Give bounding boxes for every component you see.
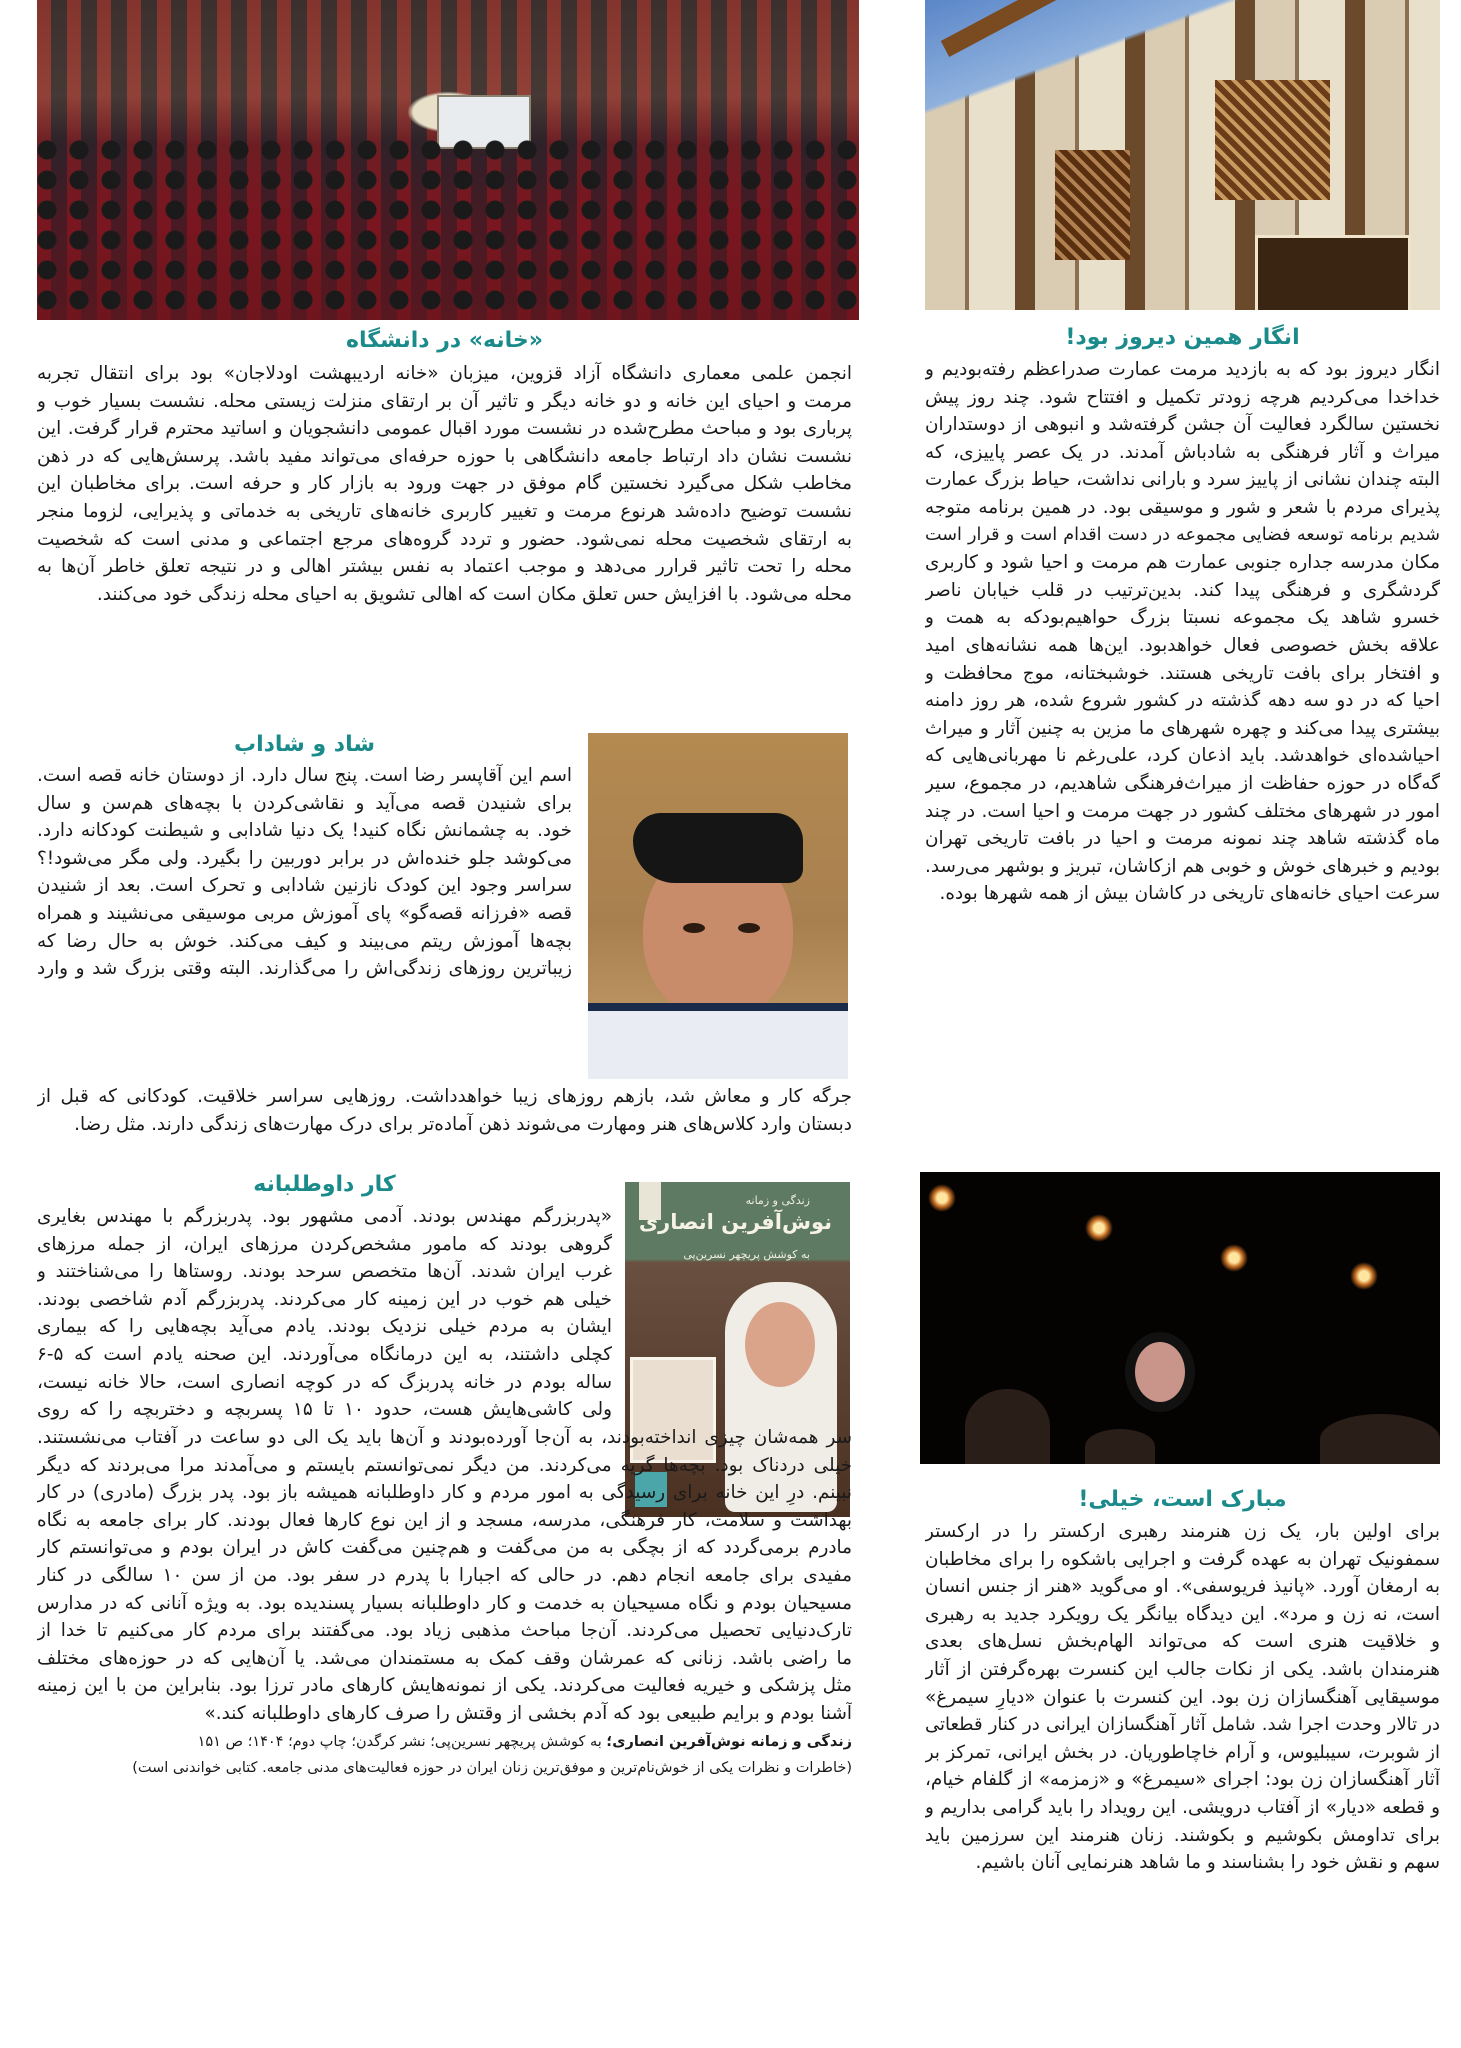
text-line: سرعت احیای خانه‌های تاریخی در کاشان بیش از همه شهرها بوده. bbox=[939, 883, 1440, 905]
article-body-cheerful bbox=[37, 762, 572, 983]
text-line: و قطعه «دیار» از آفتاب درویشی. این رویداد را باید گرامی بداریم و bbox=[925, 1796, 1440, 1818]
text-line: انگار دیروز بود که به بازدید مرمت عمارت صدراعظم رفته‌بودیم و bbox=[925, 359, 1440, 380]
text-line: نشست توضیح داده‌شد هرنوع مرمت و تغییر کاربری خانه‌های تاریخی به خدماتی و پذیرایی، لزوما منجر bbox=[37, 500, 852, 522]
text-line: در تالار وحدت اجرا شد. شامل آثار آهنگسازان ایرانی در کنار قطعاتی bbox=[925, 1714, 1440, 1736]
lecture-hall-photo bbox=[37, 0, 859, 320]
article-body-volunteer bbox=[37, 1203, 612, 1424]
text-line: از شوبرت، سیبلیوس، و آرام خاچاطوریان. در بخش ایرانی، تمرکز بر bbox=[925, 1741, 1440, 1763]
child-shirt bbox=[588, 1003, 848, 1079]
text-line: نشست نشان داد ارتباط جامعه دانشگاهی با حوزه حرفه‌ای می‌تواند مفید باشد. پرسش‌هایی که در ذهن bbox=[37, 445, 852, 467]
text-line: و خلاقیت هنری است که می‌تواند الهام‌بخش نسل‌های بعدی bbox=[925, 1631, 1440, 1653]
text-line: دبستان وارد کلاس‌های هنر ومهارت می‌شوند ذهن آماده‌تر برای درک مهارت‌های زندگی دارند. مثل رضا. bbox=[74, 1113, 852, 1135]
text-line: خداخدا می‌کردیم هرچه زودتر تکمیل و افتتاح شود. چند روز پیش bbox=[925, 386, 1440, 408]
text-line: محله را تحت تاثیر قرارر می‌دهد و موجب اعتماد به نفس بیشتر اهالی و در نتیجه تعلق خاطر آن‌ها به bbox=[37, 556, 852, 578]
article-title-university: «خانه» در دانشگاه bbox=[346, 328, 543, 353]
citation-book-title: زندگی و زمانه نوش‌آفرین انصاری؛ bbox=[606, 1734, 852, 1750]
text-line: ساله بودم در خانه پدربزگ که در کوچه انصاری است، حالا خانه نیست، bbox=[37, 1371, 612, 1393]
text-line: محله می‌شود. با افزایش حس تعلق مکان است که اهالی تشویق به احیای محله زندگی خود می‌کنند. bbox=[96, 583, 852, 605]
child-hair bbox=[633, 813, 803, 883]
text-line: آشنا بودم و برایم طبیعی بود که آدم بخشی از وقتش را صرف کارهای داوطلبانه کند.» bbox=[204, 1702, 852, 1724]
text-line: آثار آهنگسازان زن بود: اجرای «سیمرغ» و «زمزمه» از گلفام خیام، bbox=[925, 1769, 1440, 1791]
text-line: جرگه کار و معاش شد، بازهم روزهای زیبا خواهدداشت. روزهایی سراسر خلاقیت. کودکانی که قبل از bbox=[37, 1086, 852, 1107]
text-line: شدیم برنامه توسعه فضایی مجموعه در دست اقدام است و قرار است bbox=[925, 524, 1440, 545]
text-line: مخاطب شکل می‌گیرد نخستین گام موفق در جهت ورود به بازار کار و حرفه است. برای مخاطبان این bbox=[37, 473, 852, 495]
stage-light bbox=[1085, 1214, 1113, 1242]
text-line: امور در شهرهای مختلف کشور در جهت مرمت و احیا است. در چند bbox=[925, 800, 1440, 822]
text-line: بودیم و خبرهای خوش و خوبی هم ازکاشان، تبریز و بوشهر می‌رسد. bbox=[925, 855, 1440, 877]
text-line: مفیدی برای جامعه انجام دهم. در حالی که اجبارا با پدرم در سفر بود. من از سن ۱۰ سالگی در کنار bbox=[37, 1564, 852, 1586]
child-eye bbox=[738, 923, 760, 933]
text-line: نبینم. درِ این خانه برای رسیدگی به امور مردم و کار داوطلبانه همیشه باز بود. پدر بزرگ (مادری) در کار bbox=[37, 1482, 852, 1504]
audience-crowd bbox=[37, 140, 859, 320]
book-cover-author: به کوشش پریچهر نسرین‌پی bbox=[683, 1248, 810, 1261]
article-title-volunteer: کار داوطلبانه bbox=[253, 1172, 396, 1197]
book-citation bbox=[37, 1730, 852, 1755]
text-line: «پدربزرگم مهندس بودند. آدمی مشهور بود. پدربزرگم با مهندس بغایری bbox=[37, 1206, 612, 1227]
mansion-entrance bbox=[1255, 235, 1411, 310]
article-body-volunteer-cont bbox=[37, 1424, 852, 1728]
text-line: کچلی داشتند، به این درمانگاه می‌آوردند. این صحنه یادم است که ۵-۶ bbox=[37, 1343, 612, 1365]
text-line: برای اولین بار، یک زن هنرمند رهبری ارکستر را در ارکستر bbox=[925, 1521, 1440, 1542]
text-line: ماه گذشته شاهد چند نمونه مرمت و احیا در بافت تاریخی تهران bbox=[925, 828, 1440, 850]
text-line: ولی کاشی‌هایش هست، حدود ۱۰ تا ۱۵ پسربچه و دختربچه را که روی bbox=[37, 1399, 612, 1421]
text-line: هنرمندان باشد. یکی از نکات جالب این کنسرت بهره‌گرفتن از آثار bbox=[925, 1658, 1440, 1680]
text-line: پذیرای مردم با شعر و شور و موسیقی بود. در همین برنامه متوجه bbox=[925, 496, 1440, 518]
book-cover-title: نوش‌آفرین انصاری bbox=[638, 1210, 832, 1234]
text-line: موسیقایی آهنگسازان زن بود. این کنسرت با عنوان «دیارِ سیمرغ» bbox=[925, 1686, 1440, 1708]
text-line: ایشان به مردم خیلی نزدیک بودند. یادم می‌آید بچه‌هایی را که بیماری bbox=[37, 1316, 612, 1338]
text-line: به ارمغان آورد. «پانیذ فریوسفی». او می‌گوید «هنر از جنس انسان bbox=[925, 1576, 1440, 1598]
text-line: البته چندان نشانی از پاییز سرد و بارانی نداشت، حیاط بزرگ عمارت bbox=[925, 469, 1440, 491]
historic-mansion-photo bbox=[925, 0, 1440, 310]
citation-note: (خاطرات و نظرات یکی از خوش‌نام‌ترین و موفق‌ترین زنان ایران در حوزه فعالیت‌های مدنی جامعه. کتابی خواندنی است) bbox=[132, 1760, 852, 1776]
text-line: گروهی بودند که مامور مشخص‌کردن مرزهای ایران، از جمله مرزهای bbox=[37, 1233, 612, 1255]
text-line: سراسر وجود این کودک نازنین شادابی و تحرک است. بعد از شنیدن bbox=[37, 875, 572, 897]
text-line: اسم این آقاپسر رضا است. پنج سال دارد. از دوستان خانه قصه است. bbox=[37, 765, 572, 786]
citation-details: به کوشش پریچهر نسرین‌پی؛ نشر کرگدن؛ چاپ دوم؛ ۱۴۰۴؛ ص ۱۵۱ bbox=[197, 1734, 607, 1750]
conductor-figure bbox=[1135, 1342, 1185, 1402]
text-line: خیلی دردناک بود. بچه‌ها گریه می‌کردند. من دیگر نمی‌توانستم بایستم و می‌آمدند مرا می‌بردند که دیگر bbox=[37, 1454, 852, 1476]
text-line: برای تداومش بکوشیم و بکوشند. زنان هنرمند این سرزمین باید bbox=[925, 1824, 1440, 1846]
text-line: مرمت و احیای این خانه و دو خانه دیگر و تاثیر آن بر ارتقای منزلت زیستی محله. نشست بسیار خوب و bbox=[37, 390, 852, 412]
text-line: مسیحیان بودم و نگاه مسیحیان به خدمت و کار داوطلبانه بسیار پسندیده بود. به ویژه آنانی که در مدارس bbox=[37, 1592, 852, 1614]
text-line: به ارتقای شخصیت محله نمی‌شود. حضور و تردد گروه‌های مرجع اجتماعی و مدنی است که شخصیت bbox=[37, 528, 852, 550]
text-line: می‌کوشد جلو خنده‌اش در برابر دوربین را بگیرد. ولی مگر می‌شود!؟ bbox=[37, 847, 572, 869]
article-title-cheerful: شاد و شاداب bbox=[233, 732, 375, 757]
text-line: قصه «فرزانه قصه‌گو» پای آموزش مربی موسیقی می‌نشیند و همراه bbox=[37, 902, 572, 924]
text-line: احیاشده‌ای خواهدشد. باید اذعان کرد، علی‌رغم نا مهربانی‌هایی که bbox=[925, 745, 1440, 767]
article-body-congrats bbox=[925, 1518, 1440, 1877]
text-line: مادرم برمی‌گردد که از بچگی به من می‌گفت و هم‌چنین می‌گفت کاش در ایران بودم و می‌توانستم کار bbox=[37, 1537, 852, 1559]
text-line: تارک‌دنیایی تحصیل می‌کردند. آن‌جا مباحث مذهبی زیاد بود. می‌گفتند برای مردم کار می‌کنیم تا خدا از bbox=[37, 1620, 852, 1642]
text-line: سمفونیک تهران به عهده گرفت و اجرایی باشکوه را برای مخاطبان bbox=[925, 1548, 1440, 1570]
text-line: سر همه‌شان چیزی انداخته‌بودند، به آن‌جا آورده‌بودند و آن‌ها باید یک الی دو ساعت در آفتاب می‌نشستند. bbox=[37, 1427, 852, 1448]
text-line: و افتخار برای بافت تاریخی هستند. خوشبختانه، موج محافظت و bbox=[925, 662, 1440, 684]
mansion-window bbox=[1055, 150, 1130, 260]
text-line: علاقه بخش خصوصی فعال خواهدبود. این‌ها همه نشانه‌های امید bbox=[925, 634, 1440, 656]
text-line: مکان مدرسه جداره جنوبی عمارت هم مرمت و احیا شود و کاربری bbox=[925, 552, 1440, 574]
text-line: سهم و نقش خود را بشناسند و ما شاهد هنرنمایی آنان باشیم. bbox=[975, 1852, 1440, 1874]
mansion-eave bbox=[941, 0, 1409, 57]
article-body-university bbox=[37, 360, 852, 608]
musician-head bbox=[1320, 1414, 1440, 1464]
mansion-window bbox=[1215, 80, 1330, 200]
child-portrait-photo bbox=[588, 733, 848, 1079]
orchestra-conductor-photo bbox=[920, 1172, 1440, 1464]
text-line: خیلی هم خوب در این زمینه کار می‌کردند. پدربزرگم آدم شاخصی بودند. bbox=[37, 1288, 612, 1310]
stage-light bbox=[928, 1184, 956, 1212]
text-line: خود. به چشمانش نگاه کنید! یک دنیا شادابی و شیطنت کودکانه دارد. bbox=[37, 820, 572, 842]
article-title-congrats: مبارک است، خیلی! bbox=[1078, 1487, 1287, 1512]
text-line: انجمن علمی معماری دانشگاه آزاد قزوین، میزبان «خانه اردیبهشت اودلاجان» بود برای انتقال تجربه bbox=[37, 363, 852, 384]
text-line: برای شنیدن قصه می‌آید و نقاشی‌کردن با بچه‌های هم‌سن و سال bbox=[37, 792, 572, 814]
stage-light bbox=[1350, 1262, 1378, 1290]
text-line: بیشتری پیدا می‌کند و چهره شهرهای ما مزین به چنین آثار و میراث bbox=[925, 717, 1440, 739]
musician-head bbox=[965, 1389, 1050, 1464]
text-line: گه‌گاه در حوزه حفاظت از میراث‌فرهنگی شاهدیم، در مجموع، سیر bbox=[925, 772, 1440, 794]
woman-face bbox=[745, 1302, 815, 1387]
article-body-yesterday bbox=[925, 356, 1440, 908]
text-line: نخستین سالگرد فعالیت آن جشن گرفته‌شد و انبوهی از دوستداران bbox=[925, 414, 1440, 436]
text-line: مثل پزشکی و خیریه فعالیت می‌کردند. یکی از نمونه‌هایش کارهای مادر ترزا بود. بنابراین من با این زمینه bbox=[37, 1675, 852, 1697]
child-eye bbox=[683, 923, 705, 933]
text-line: احیا که در دو سه دهه گذشته در کشور شروع شده، هر روز دامنه bbox=[925, 690, 1440, 712]
text-line: ما راضی باشد. زنانی که عمرشان وقف کمک به مستمندان می‌شد. یا آن‌هایی که در حوزه‌های مختلف bbox=[37, 1647, 852, 1669]
stage-light bbox=[1220, 1244, 1248, 1272]
text-line: بهداشت و سلامت، کار فرهنگی، مدرسه، مسجد و از این نوع کارها فعال بودند. کار برای جامعه به نگاه bbox=[37, 1509, 852, 1531]
text-line: زیباترین روزهای زندگی‌اش را می‌گذارند. البته وقتی بزرگ شد و وارد bbox=[37, 958, 572, 980]
book-cover-subtitle: زندگی و زمانه bbox=[745, 1194, 810, 1207]
text-line: غرب ایران شدند. آن‌ها متخصص سرحد بودند. روستاها را می‌شناختند و bbox=[37, 1261, 612, 1283]
text-line: خسرو شاهد یک مجموعه نسبتا بزرگ حواهیم‌بودکه به همت و bbox=[925, 607, 1440, 629]
article-body-cheerful-cont bbox=[37, 1083, 852, 1138]
musician-head bbox=[1085, 1429, 1155, 1464]
text-line: است، نه زن و مرد». این دیدگاه بیانگر یک رویکرد جدید به رهبری bbox=[925, 1603, 1440, 1625]
article-title-yesterday: انگار همین دیروز بود! bbox=[1065, 325, 1300, 350]
text-line: پرباری بود و مباحث مطرح‌شده در نشست مورد اقبال عمومی دانشجویان و اساتید محترم قرار گرفت. این bbox=[37, 418, 852, 440]
text-line: میراث و آثار فرهنگی به شادباش آمدند. در یک عصر پاییزی، که bbox=[925, 441, 1440, 463]
text-line: بچه‌ها آموزش ریتم می‌بیند و کیف می‌کند. خوش به حال رضا که bbox=[37, 930, 572, 952]
text-line: گردشگری و فرهنگی پیدا کند. بدین‌ترتیب در قلب خیابان ناصر bbox=[925, 579, 1440, 601]
